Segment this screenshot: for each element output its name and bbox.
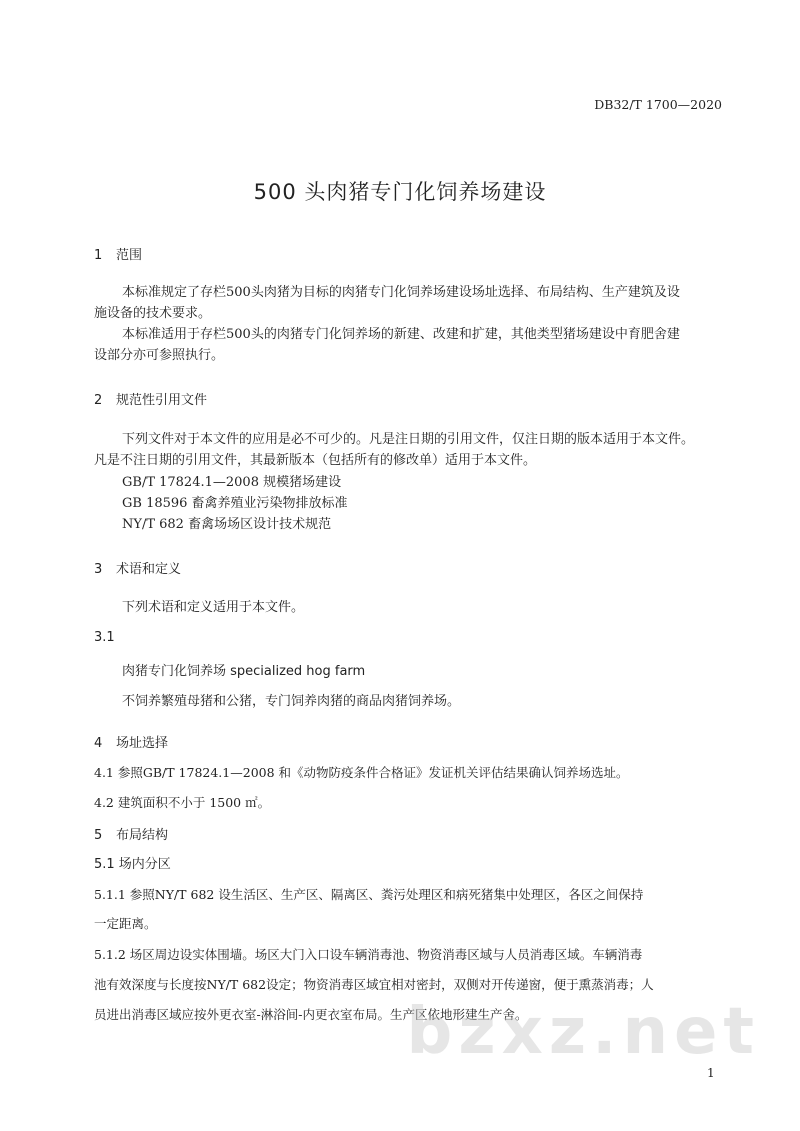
term-entry: 肉猪专门化饲养场 specialized hog farm (122, 664, 366, 679)
reference-item: GB 18596 畜禽养殖业污染物排放标准 (122, 496, 348, 511)
clause-item: 5.1.2 场区周边设实体围墙。场区大门入口设车辆消毒池、物资消毒区域与人员消毒区域。车辆消毒 (94, 947, 643, 962)
page-number: 1 (707, 1066, 715, 1080)
section-1-heading (94, 244, 142, 263)
section-title: 规范性引用文件 (116, 393, 208, 408)
section-3-heading (94, 558, 181, 577)
watermark: bzxz.net (406, 995, 760, 1069)
section-title: 范围 (116, 248, 143, 263)
subclause-number: 3.1 (94, 630, 115, 645)
clause-item: 5.1.1 参照NY/T 682 设生活区、生产区、隔离区、粪污处理区和病死猪集中处理区，各区之间保持 (94, 887, 644, 902)
standard-number: DB32/T 1700—2020 (594, 97, 722, 112)
clause-item: 池有效深度与长度按NY/T 682设定；物资消毒区域宜相对密封，双侧对开传递窗，便于熏蒸消毒；人 (94, 977, 654, 992)
paragraph: 下列文件对于本文件的应用是必不可少的。凡是注日期的引用文件，仅注日期的版本适用于本文件。 (122, 432, 695, 447)
paragraph: 设部分亦可参照执行。 (94, 348, 225, 363)
reference-item: NY/T 682 畜禽场场区设计技术规范 (122, 517, 332, 532)
section-number: 5 (94, 828, 103, 843)
section-2-heading (94, 389, 207, 408)
clause-item: 4.1 参照GB/T 17824.1—2008 和《动物防疫条件合格证》发证机关评估结果确认饲养场选址。 (94, 765, 629, 780)
paragraph: 本标准适用于存栏500头的肉猪专门化饲养场的新建、改建和扩建，其他类型猪场建设中育肥舍建 (122, 327, 680, 342)
section-title: 场址选择 (116, 736, 169, 751)
section-number: 1 (94, 248, 103, 263)
paragraph: 本标准规定了存栏500头肉猪为目标的肉猪专门化饲养场建设场址选择、布局结构、生产建筑及设 (122, 285, 680, 300)
section-5-heading (94, 824, 168, 843)
section-title: 布局结构 (116, 828, 169, 843)
section-number: 3 (94, 562, 103, 577)
document-title: 500 头肉猪专门化饲养场建设 (253, 180, 547, 204)
clause-item: 4.2 建筑面积不小于 1500 ㎡。 (94, 795, 271, 810)
subclause-heading: 5.1 场内分区 (94, 857, 171, 872)
section-number: 4 (94, 736, 103, 751)
clause-item: 一定距离。 (94, 916, 157, 931)
paragraph: 凡是不注日期的引用文件，其最新版本（包括所有的修改单）适用于本文件。 (94, 453, 537, 468)
section-title: 术语和定义 (116, 562, 182, 577)
reference-item: GB/T 17824.1—2008 规模猪场建设 (122, 475, 342, 490)
section-4-heading (94, 732, 168, 751)
paragraph: 施设备的技术要求。 (94, 306, 212, 321)
paragraph: 下列术语和定义适用于本文件。 (122, 600, 305, 615)
section-number: 2 (94, 393, 103, 408)
clause-item: 员进出消毒区域应按外更衣室-淋浴间-内更衣室布局。生产区依地形建生产舍。 (94, 1007, 528, 1022)
term-definition: 不饲养繁殖母猪和公猪，专门饲养肉猪的商品肉猪饲养场。 (122, 694, 461, 709)
